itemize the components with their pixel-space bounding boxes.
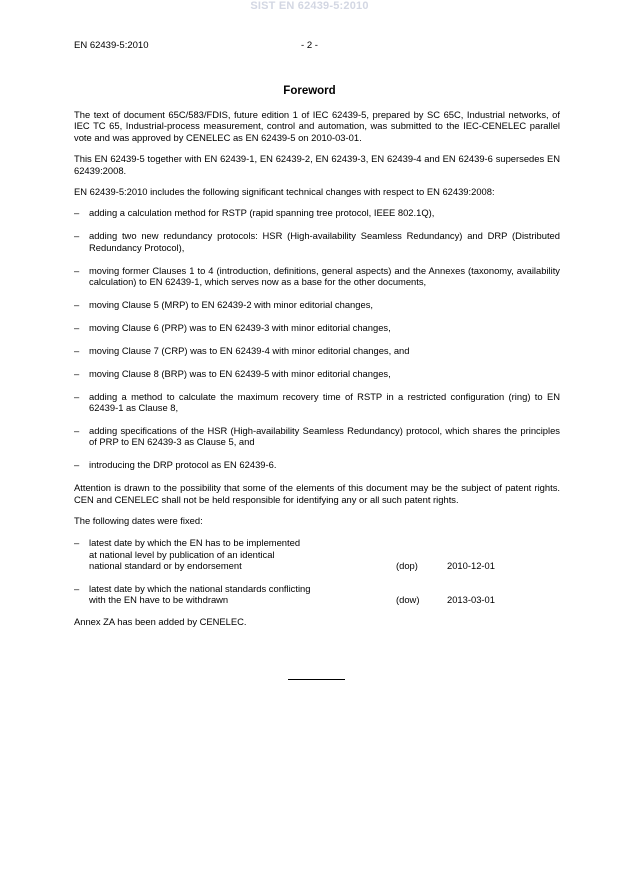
list-item: – moving Clause 6 (PRP) was to EN 62439-3 with minor editorial changes,: [74, 321, 391, 333]
list-item: – adding specifications of the HSR (High-availability Seamless Redundancy) protocol, which shares the principles of PRP to EN 62439-3 as Clause 5, and: [74, 424, 560, 448]
bullet: –: [74, 424, 80, 436]
list-item: – moving former Clauses 1 to 4 (introduction, definitions, general aspects) and the Annexes (taxonomy, availability calculation) to EN 62439-1, which serves now as a base for the other documents,: [74, 264, 560, 288]
date-value: 2010-12-01: [447, 560, 495, 572]
bullet: –: [74, 321, 80, 333]
list-item: – moving Clause 8 (BRP) was to EN 62439-5 with minor editorial changes,: [74, 367, 391, 379]
bullet: –: [74, 264, 80, 276]
date-label: (dow): [396, 593, 420, 605]
bullet: –: [74, 367, 80, 379]
bullet: –: [74, 459, 80, 471]
list-item: – introducing the DRP protocol as EN 62439-6.: [74, 459, 277, 471]
list-item: – moving Clause 7 (CRP) was to EN 62439-4 with minor editorial changes, and: [74, 344, 410, 356]
bullet: –: [74, 230, 80, 242]
paragraph-annex-note: Annex ZA has been added by CENELEC.: [74, 616, 247, 628]
date-row-description: latest date by which the EN has to be implemented at national level by publication of an identical national standard or by endorsement: [89, 537, 301, 572]
watermark: SIST EN 62439-5:2010: [250, 0, 369, 12]
list-item: – adding a calculation method for RSTP (rapid spanning tree protocol, IEEE 802.1Q),: [74, 207, 435, 219]
document-id: EN 62439-5:2010: [74, 40, 149, 51]
bullet: –: [74, 207, 80, 219]
page-number: - 2 -: [301, 40, 318, 51]
date-row-dop: [74, 537, 560, 571]
end-rule: [288, 679, 345, 680]
bullet: –: [74, 537, 80, 549]
document-body: [74, 109, 560, 638]
paragraph-changes-intro: EN 62439-5:2010 includes the following significant technical changes with respect to EN 62439:2008:: [74, 186, 495, 198]
list-item: – adding two new redundancy protocols: HSR (High-availability Seamless Redundancy) and DRP (Distributed Redundancy Protocol),: [74, 230, 560, 253]
bullet: –: [74, 390, 80, 402]
list-item: – adding a method to calculate the maximum recovery time of RSTP in a restricted configuration (ring) to EN 62439-1 as Clause 8,: [74, 390, 560, 413]
dates-intro: The following dates were fixed:: [74, 514, 203, 526]
bullet: –: [74, 344, 80, 356]
bullet: –: [74, 298, 80, 310]
paragraph-supersedes: This EN 62439-5 together with EN 62439-1, EN 62439-2, EN 62439-3, EN 62439-4 and EN 62439-6 supersedes EN 62439:2008.: [74, 153, 560, 176]
page-title: Foreword: [283, 85, 336, 97]
bullet: –: [74, 582, 80, 594]
date-label: (dop): [396, 560, 418, 572]
paragraph-attention: Attention is drawn to the possibility that some of the elements of this document may be the subject of patent rights. CEN and CENELEC shall not be held responsible for identifying any or all such patent rights.: [74, 482, 560, 505]
changes-list: [74, 207, 560, 470]
date-row-dow: [74, 583, 560, 606]
date-value: 2013-03-01: [447, 593, 495, 605]
list-item: – moving Clause 5 (MRP) to EN 62439-2 with minor editorial changes,: [74, 298, 373, 310]
paragraph-intro: The text of document 65C/583/FDIS, future edition 1 of IEC 62439-5, prepared by SC 65C, Industrial networks, of IEC TC 65, Industrial-process measurement, control and automation, was submitted to the IEC-CENELEC parallel vote and was approved by CENELEC as EN 62439-5 on 2010-03-01.: [74, 109, 560, 143]
date-row-description: latest date by which the national standards conflicting with the EN have to be withdrawn: [89, 582, 311, 605]
